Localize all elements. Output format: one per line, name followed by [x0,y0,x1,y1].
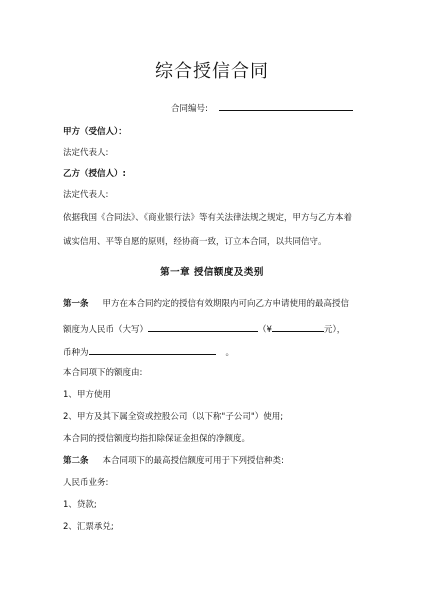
quota-item-2: 2、甲方及其下属全资或控股公司（以下称"子公司"）使用; [63,412,284,422]
quota-item-1: 1、甲方使用 [63,390,111,400]
party-a-label: 甲方（受信人）： [63,127,127,137]
rmb-business-label: 人民币业务: [63,478,109,488]
article-1-line-3 [63,345,234,359]
amount-suffix: 元）， [323,325,346,335]
article-1-label: 第一条 [63,299,89,309]
chapter-title: 第一章 授信额度及类别 [160,267,264,278]
party-b-legal-rep: 法定代表人: [63,190,109,200]
article-1-line-1 [63,298,349,310]
intro-line-1: 依据我国《合同法》、《商业银行法》等有关法律法规之规定，甲方与乙方本着 [63,213,353,223]
quota-intro: 本合同项下的额度由: [63,368,143,378]
article-1-text: 甲方在本合同约定的授信有效期限内可向乙方申请使用的最高授信 [102,299,350,309]
amount-uppercase-blank [148,322,258,332]
document-title: 综合授信合同 [155,61,269,82]
intro-line-2: 诚实信用、平等自愿的原则，经协商一致，订立本合同，以共同信守。 [63,237,327,247]
business-item-2: 2、汇票承兑; [63,522,114,532]
contract-number-line [171,101,353,115]
currency-label: 币种为 [63,348,89,358]
amount-number-blank [272,322,324,332]
amount-yen: （¥ [258,325,272,335]
contract-number-label: 合同编号: [171,104,208,114]
article-1-line-2 [63,322,345,336]
net-amount-note: 本合同的授信额度均指扣除保证金担保的净额度。 [63,434,251,444]
party-a-legal-rep: 法定代表人: [63,148,109,158]
article-2-line [63,455,284,467]
contract-number-blank [219,101,353,111]
party-b-label: 乙方（授信人）: [63,169,126,179]
business-item-1: 1、贷款; [63,500,97,510]
currency-period: 。 [225,348,235,358]
amount-prefix: 额度为人民币（大写） [63,325,149,335]
article-2-label: 第二条 [63,456,89,466]
article-2-text: 本合同项下的最高授信额度可用于下列授信种类: [102,456,284,466]
currency-blank [89,345,216,355]
